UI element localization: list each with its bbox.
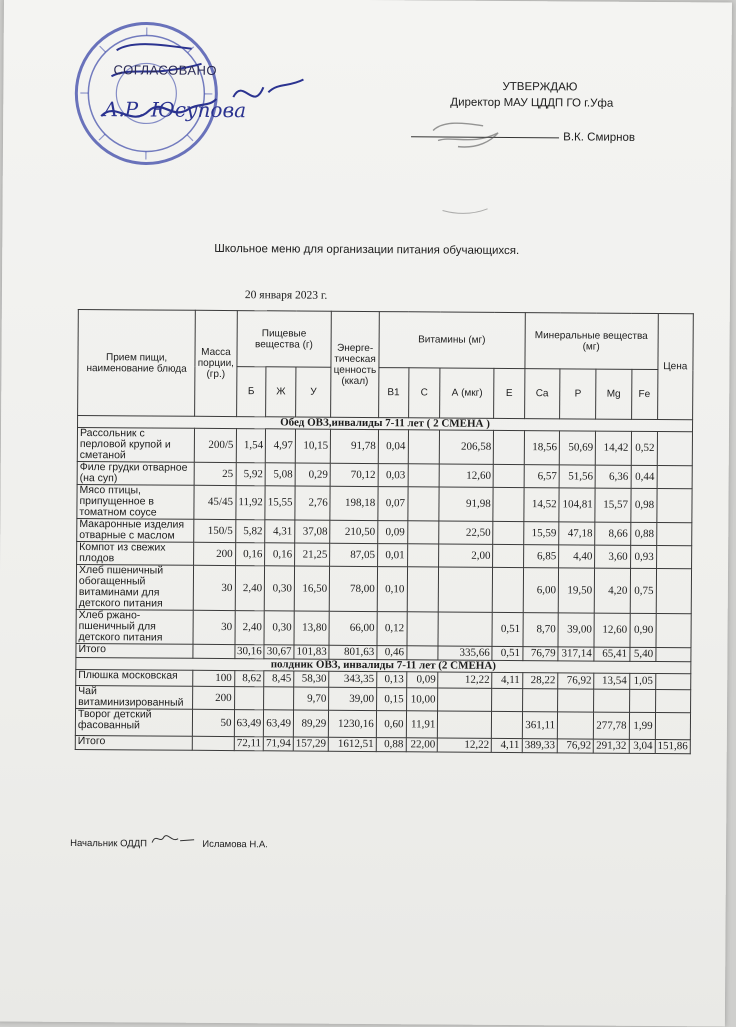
cell-a: 2,00 [439, 544, 493, 567]
cell-energy: 87,05 [330, 543, 378, 566]
header-nutrients: Пищевые вещества (г) [236, 311, 331, 368]
cell-b1: 0,88 [376, 738, 406, 752]
cell-a [438, 612, 492, 646]
cell-u: 2,76 [295, 486, 330, 520]
cell-price [657, 489, 693, 523]
table-row [77, 427, 692, 465]
cell-u: 10,15 [295, 429, 330, 463]
cell-u: 16,50 [294, 566, 330, 611]
cell-name: Хлеб пшеничный обогащенный витаминами для детского питания [76, 564, 194, 610]
cell-a [438, 688, 492, 711]
header-price: Цена [657, 314, 693, 420]
cell-p: 39,00 [558, 613, 594, 647]
cell-name: Мясо птицы, припущенное в томатном соусе [77, 484, 195, 519]
cell-fe: 0,75 [630, 568, 656, 613]
cell-energy: 91,78 [331, 429, 379, 463]
cell-name: Рассольник с перловой крупой и сметаной [77, 427, 195, 462]
cell-fe: 3,04 [629, 739, 655, 753]
cell-a [439, 567, 493, 612]
cell-name: Итого [76, 643, 193, 658]
cell-fe [629, 689, 655, 712]
cell-p: 47,18 [559, 522, 595, 545]
cell-b1: 0,09 [378, 521, 408, 544]
cell-u: 37,08 [295, 520, 330, 543]
cell-ca: 76,79 [522, 647, 558, 661]
cell-e [492, 711, 522, 738]
cell-u: 21,25 [295, 543, 330, 566]
cell-a: 12,22 [438, 738, 492, 752]
cell-p [558, 712, 594, 739]
cell-energy: 198,18 [330, 486, 378, 520]
cell-e: 4,11 [492, 738, 522, 752]
cell-price [656, 569, 692, 614]
cell-energy: 66,00 [329, 611, 377, 645]
cell-p: 50,69 [559, 431, 595, 465]
cell-fe: 0,98 [630, 488, 656, 522]
cell-b1: 0,07 [378, 487, 408, 521]
table-row [76, 564, 691, 613]
cell-ca: 28,22 [522, 673, 558, 689]
cell-b: 63,49 [234, 710, 264, 737]
cell-b: 1,54 [236, 429, 266, 463]
cell-price [656, 546, 691, 569]
cell-zh: 8,45 [264, 671, 294, 687]
cell-ca: 6,85 [523, 545, 559, 568]
menu-table-body [75, 415, 692, 753]
cell-c [407, 567, 439, 612]
cell-b [234, 687, 264, 710]
footer-signature-mark [150, 830, 196, 846]
cell-p: 104,81 [559, 488, 595, 522]
document-date: 20 января 2023 г. [245, 289, 327, 302]
header-minerals: Минеральные вещества (мг) [524, 313, 658, 370]
cell-u: 0,29 [295, 463, 330, 486]
cell-b1: 0,15 [376, 688, 406, 711]
cell-energy: 39,00 [329, 687, 377, 710]
cell-mg: 3,60 [595, 545, 630, 568]
cell-name: Плюшка московская [76, 669, 193, 686]
cell-e: 0,51 [492, 612, 522, 646]
cell-fe: 0,90 [630, 613, 656, 647]
cell-mass: 25 [194, 462, 235, 485]
cell-e [493, 544, 523, 567]
cell-b1: 0,12 [377, 612, 407, 646]
cell-c [408, 430, 440, 464]
cell-b: 2,40 [235, 611, 265, 645]
cell-mass: 50 [193, 709, 234, 736]
cell-u: 157,29 [293, 737, 328, 751]
cell-mg: 6,36 [595, 465, 630, 488]
cell-c [407, 544, 439, 567]
cell-fe: 1,99 [629, 712, 655, 739]
cell-name: Творог детский фасованный [75, 708, 192, 736]
handwritten-signature [83, 16, 314, 138]
cell-mg [594, 689, 629, 712]
cell-energy: 210,50 [330, 520, 378, 543]
cell-p [558, 689, 594, 712]
header-u: У [296, 367, 332, 417]
cell-mg: 15,57 [595, 488, 630, 522]
cell-mass [193, 644, 234, 658]
cell-mg: 277,78 [594, 712, 629, 739]
cell-mass: 45/45 [194, 485, 235, 519]
header-energy: Энерге- тическая ценность (ккал) [331, 311, 379, 417]
cell-b1: 0,60 [376, 711, 406, 738]
cell-p: 76,92 [557, 739, 593, 753]
cell-ca [522, 689, 558, 712]
header-c: С [408, 368, 440, 418]
cell-e [493, 521, 523, 544]
section-title: полдник ОВЗ, инвалиды 7-11 лет (2 СМЕНА) [76, 657, 691, 673]
cell-e [493, 464, 523, 487]
cell-zh: 4,31 [265, 520, 295, 543]
header-p: P [560, 369, 596, 419]
header-a: А (мкг) [440, 368, 494, 418]
cell-b1: 0,03 [378, 464, 408, 487]
cell-price [657, 466, 692, 489]
cell-b: 2,40 [235, 566, 265, 611]
cell-e [493, 487, 523, 521]
cell-energy: 1612,51 [329, 737, 377, 751]
cell-c: 22,00 [406, 738, 438, 752]
cell-u: 9,70 [294, 687, 329, 710]
cell-ca: 389,33 [522, 739, 558, 753]
cell-mass: 200 [194, 542, 235, 565]
cell-fe: 0,44 [631, 465, 657, 488]
cell-energy: 1230,16 [329, 710, 377, 737]
cell-c: 0,09 [406, 672, 438, 688]
table-row [75, 708, 690, 739]
cell-zh: 63,49 [264, 710, 294, 737]
cell-fe: 0,52 [631, 431, 657, 465]
agreed-label: СОГЛАСОВАНО [113, 62, 217, 78]
cell-b1: 0,04 [378, 430, 408, 464]
cell-zh: 5,08 [265, 463, 295, 486]
menu-table [75, 309, 694, 754]
cell-zh: 0,30 [264, 566, 294, 611]
total-row [75, 735, 690, 753]
cell-mg: 291,32 [594, 739, 629, 753]
cell-p: 51,56 [559, 465, 595, 488]
cell-zh: 15,55 [265, 486, 295, 520]
cell-ca: 18,56 [524, 431, 560, 465]
cell-energy: 70,12 [330, 463, 378, 486]
cell-e: 0,51 [492, 646, 522, 660]
cell-zh: 4,97 [266, 429, 296, 463]
header-zh: Ж [266, 367, 296, 417]
cell-ca: 15,59 [523, 522, 559, 545]
cell-zh: 30,67 [264, 645, 294, 659]
table-row [77, 484, 692, 522]
cell-price [656, 614, 692, 648]
cell-mg: 4,20 [595, 568, 631, 613]
cell-c [407, 612, 439, 646]
cell-ca: 6,00 [523, 568, 559, 613]
cell-zh: 0,16 [265, 543, 295, 566]
cell-u: 13,80 [294, 611, 329, 645]
cell-c [408, 464, 440, 487]
cell-a: 335,66 [438, 646, 492, 660]
cell-e: 4,11 [492, 672, 522, 688]
cell-mg: 65,41 [594, 647, 629, 661]
cell-a [438, 711, 492, 738]
footer-signature [70, 830, 268, 850]
cell-name: Хлеб ржано-пшеничный для детского питания [76, 609, 194, 644]
header-fe: Fe [631, 369, 657, 419]
cell-ca: 14,52 [523, 488, 559, 522]
header-b: Б [236, 367, 266, 417]
footer-name: Исламова Н.А. [202, 839, 268, 850]
cell-fe: 0,93 [630, 545, 656, 568]
cell-zh: 71,94 [264, 737, 294, 751]
cell-c: 10,00 [406, 688, 438, 711]
cell-b: 11,92 [235, 486, 265, 520]
cell-b1: 0,46 [377, 646, 407, 660]
cell-name: Филе грудки отварное (на суп) [77, 461, 194, 485]
cell-name: Макаронные изделия отварные с маслом [77, 518, 194, 542]
cell-mg: 12,60 [594, 613, 629, 647]
cell-mass: 200/5 [195, 428, 236, 462]
cell-p: 76,92 [558, 673, 594, 689]
cell-e [493, 567, 524, 612]
director-signature [422, 110, 533, 221]
cell-c: 11,91 [406, 711, 438, 738]
cell-b: 8,62 [234, 671, 264, 687]
cell-p: 19,50 [558, 568, 594, 613]
cell-zh [264, 687, 294, 710]
cell-ca: 6,57 [524, 465, 560, 488]
header-meal: Прием пищи, наименование блюда [78, 309, 196, 416]
cell-c [407, 487, 439, 521]
cell-name: Компот из свежих плодов [77, 541, 194, 565]
cell-b1: 0,01 [377, 544, 407, 567]
cell-p: 317,14 [558, 647, 594, 661]
cell-mass: 30 [194, 565, 236, 610]
cell-fe: 0,88 [630, 522, 656, 545]
cell-price [657, 432, 693, 466]
cell-b: 5,82 [235, 520, 265, 543]
cell-c [406, 646, 438, 660]
cell-b1: 0,10 [377, 567, 407, 612]
section-title: Обед ОВЗ,инвалиды 7-11 лет ( 2 СМЕНА ) [78, 415, 693, 431]
cell-fe: 5,40 [629, 647, 655, 661]
cell-u: 89,29 [293, 710, 328, 737]
cell-zh: 0,30 [264, 611, 294, 645]
table-row [76, 609, 691, 647]
header-b1: В1 [378, 368, 408, 418]
cell-mass [193, 736, 234, 750]
cell-ca: 361,11 [522, 712, 558, 739]
cell-mg: 14,42 [596, 431, 631, 465]
cell-b: 72,11 [234, 737, 264, 751]
cell-u: 101,83 [294, 645, 329, 659]
cell-a: 12,22 [438, 672, 492, 688]
cell-ca: 8,70 [523, 613, 559, 647]
cell-name: Итого [75, 735, 192, 750]
cell-e [492, 688, 522, 711]
cell-e [494, 430, 524, 464]
cell-price: 151,86 [655, 740, 690, 754]
stamp-signature-text: А.Р. Юсупова [101, 97, 246, 122]
cell-b: 30,16 [234, 645, 264, 659]
cell-name: Чай витаминизированный [76, 685, 193, 709]
cell-price [656, 523, 691, 546]
cell-price [655, 674, 690, 690]
cell-b1: 0,13 [377, 672, 407, 688]
cell-energy: 78,00 [329, 566, 377, 611]
cell-price [655, 713, 691, 740]
cell-energy: 343,35 [329, 671, 377, 687]
header-vitamins: Витамины (мг) [379, 312, 525, 369]
cell-mg: 8,66 [595, 522, 630, 545]
header-mass: Масса порции, (гр.) [195, 310, 237, 416]
cell-a: 12,60 [440, 464, 494, 487]
cell-a: 22,50 [439, 521, 493, 544]
cell-mass: 150/5 [194, 519, 235, 542]
approval-position: Директор МАУ ЦДДП ГО г.Уфа [375, 94, 613, 112]
cell-mass: 30 [193, 610, 234, 644]
cell-fe: 1,05 [629, 673, 655, 689]
cell-mass: 100 [193, 670, 234, 686]
cell-mg: 13,54 [594, 673, 629, 689]
cell-b: 5,92 [236, 463, 266, 486]
header-ca: Ca [524, 369, 560, 419]
header-e: Е [494, 368, 525, 418]
approval-name: В.К. Смирнов [563, 131, 635, 144]
header-mg: Mg [596, 369, 632, 419]
cell-c [407, 521, 439, 544]
cell-price [655, 690, 690, 713]
cell-a: 91,98 [439, 487, 493, 521]
cell-p: 4,40 [559, 545, 595, 568]
cell-b: 0,16 [235, 543, 265, 566]
footer-position: Начальник ОДДП [70, 838, 147, 850]
cell-a: 206,58 [440, 430, 494, 464]
approval-title: УТВЕРЖДАЮ [375, 78, 577, 95]
cell-mass: 200 [193, 686, 234, 709]
cell-price [656, 648, 691, 662]
cell-u: 58,30 [294, 671, 329, 687]
cell-energy: 801,63 [329, 645, 377, 659]
document-title: Школьное меню для организации питания обучающихся. [214, 243, 519, 257]
